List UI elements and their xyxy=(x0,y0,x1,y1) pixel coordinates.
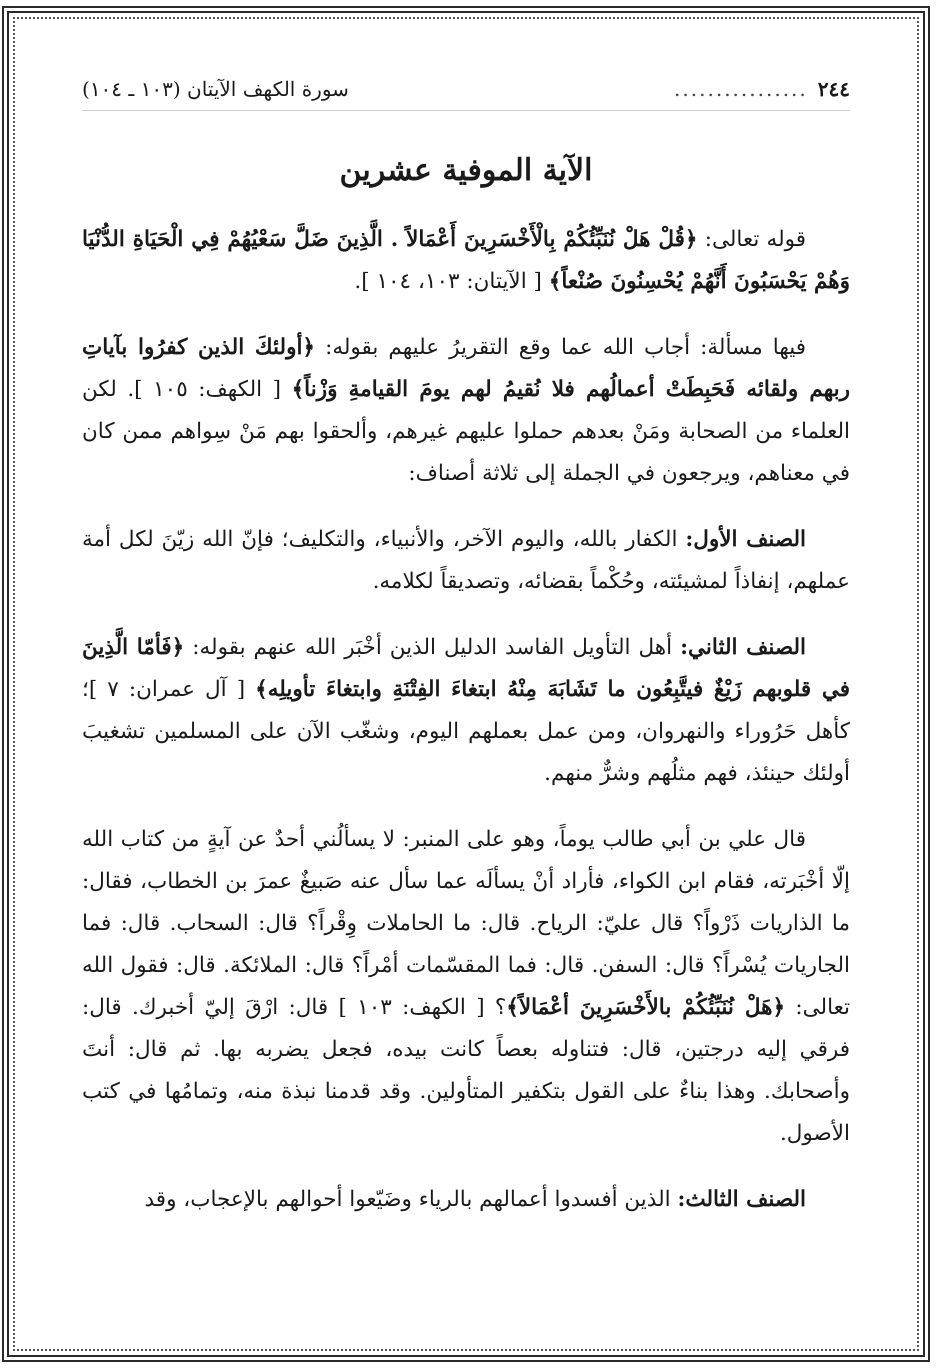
category-label: الصنف الأول: xyxy=(685,527,807,552)
running-header xyxy=(82,72,850,111)
section-title: الآية الموفية عشرين xyxy=(339,153,593,188)
narration-text-cont: ؟ [ الكهف: ١٠٣ ] قال: ارْقَ إليّ أخبرك. قال: فرقي إليه درجتين، قال: فتناوله بعصاً كانت بيده، فجعل يضربه بها. ثم قال: أنتَ وأصحابك. وهذا بناءٌ على القول بتكفير المتأولين. وقد قدمنا نبذة منه، وتمامُها في كتب الأصول. xyxy=(82,995,850,1146)
category-intro: أهل التأويل الفاسد الدليل الذين أخْبَر الله عنهم بقوله: xyxy=(184,635,681,660)
quran-verse: ﴿فَأمّا الَّذِينَ في قلوبهم زَيْغٌ فيتَّبِعُون ما تَشَابَهَ مِنْهُ ابتغاءَ الفِتْنَةِ وابتغاءَ تأويلِه﴾ xyxy=(82,635,851,702)
quran-verse: ﴿أولئكَ الذين كفرُوا بآياتِ ربهم ولقائه فَحَبِطَتْ أعمالُهم فلا نُقيمُ لهم يومَ القيامةِ وَزْناً﴾ xyxy=(82,335,850,402)
quran-verse: ﴿هَلْ نُنَبِّئُكُمْ بالأَخْسَرِينَ أعْمَالاً﴾ xyxy=(506,995,786,1020)
page-number: ٢٤٤ xyxy=(817,77,850,101)
paragraph-verse-quote xyxy=(82,219,850,303)
header-right xyxy=(674,72,850,106)
paragraph-category-2 xyxy=(82,627,850,795)
category-text: [ آل عمران: ٧ ]؛ كأهل حَرُوراء والنهروان، ومن عمل بعملهم اليوم، وشغّب الآن على المسلمين تشغيبَ أولئك حينئذ، فهم مثلُهم وشرٌّ منهم. xyxy=(82,677,850,786)
paragraph-category-3 xyxy=(82,1179,850,1221)
p2-text: [ الكهف: ١٠٥ ]. لكن العلماء من الصحابة ومَنْ بعدهم حملوا عليهم غيرهم، وألحقوا بهم مَنْ سِواهم ممن كان في معناهم، ويرجعون في الجملة إلى ثلاثة أصناف: xyxy=(82,377,850,486)
p2-intro: فيها مسألة: أجاب الله عما وقع التقريرُ عليهم بقوله: xyxy=(315,335,806,360)
narration-text: قال علي بن أبي طالب يوماً، وهو على المنبر: لا يسألُني أحدٌ عن آيةٍ من كتاب الله إلّا أخْبَرته، فقام ابن الكواء، فأراد أنْ يسألَه عما سأل عنه صَبيغٌ عمرَ بن الخطاب، فقال: ما الذاريات ذَرْواً؟ قال عليّ: الرياح. قال: ما الحاملات وِقْراً؟ قال: السحاب. قال: فما الجاريات يُسْراً؟ قال: السفن. قال: فما المقسّمات أمْراً؟ قال: الملائكة. قال: فقول الله تعالى: xyxy=(82,827,850,1020)
category-text: الذين أفسدوا أعمالهم بالرياء وضَيّعوا أحوالهم بالإعجاب، وقد xyxy=(144,1187,678,1212)
category-text: الكفار بالله، واليوم الآخر، والأنبياء، والتكليف؛ فإنّ الله زيّنَ لكل أمة عملهم، إنفاذاً لمشيئته، وحُكْماً بقضائه، وتصديقاً لكلامه. xyxy=(82,527,850,594)
verse-reference: [ الآيتان: ١٠٣، ١٠٤ ]. xyxy=(354,269,549,294)
quran-verse: ﴿قُلْ هَلْ نُنَبِّئُكُمْ بِالْأَخْسَرِينَ أَعْمَالاً . الَّذِينَ ضَلَّ سَعْيُهُمْ فِي الْحَيَاةِ الدُّنْيَا وَهُمْ يَحْسَبُونَ أَنَّهُمْ يُحْسِنُونَ صُنْعاً﴾ xyxy=(82,227,850,294)
category-label: الصنف الثالث: xyxy=(677,1187,806,1212)
paragraph-question xyxy=(82,327,850,495)
running-title: سورة الكهف الآيتان (١٠٣ ـ ١٠٤) xyxy=(82,77,349,101)
header-dots: ................ xyxy=(674,77,808,101)
category-label: الصنف الثاني: xyxy=(680,635,807,660)
paragraph-category-1 xyxy=(82,519,850,603)
p1-intro: قوله تعالى: xyxy=(697,227,806,252)
paragraph-ali-narration xyxy=(82,819,850,1155)
book-page xyxy=(82,72,850,1245)
